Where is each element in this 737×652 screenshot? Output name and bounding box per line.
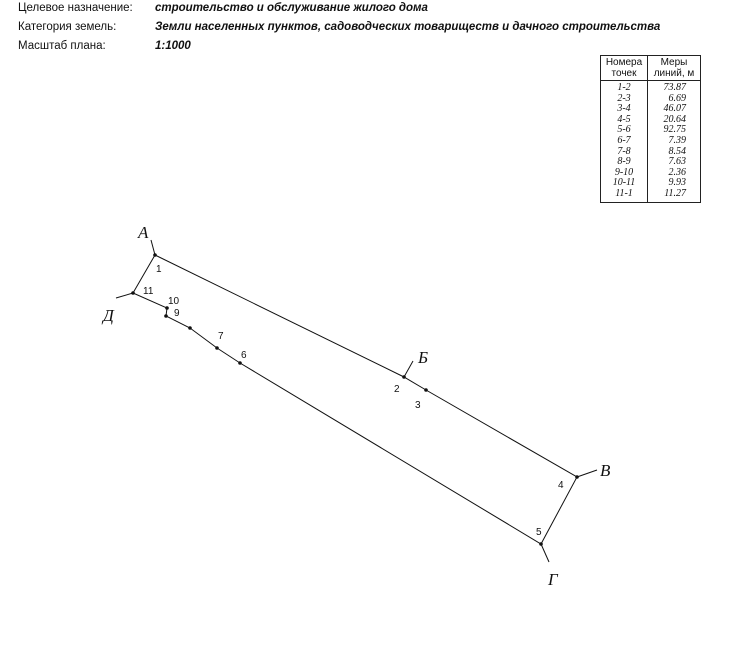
boundary-point-2: [402, 375, 406, 379]
segment-cell: 11-1: [601, 189, 648, 202]
info-label-scale: Масштаб плана:: [18, 40, 106, 52]
corner-label-b: Б: [418, 348, 429, 367]
segment-cell: 4-5: [601, 115, 648, 126]
point-label-2: 2: [394, 384, 400, 395]
segment-cell: 1-2: [601, 81, 648, 94]
length-cell: 9.93: [648, 178, 701, 189]
segment-cell: 6-7: [601, 136, 648, 147]
length-cell: 7.63: [648, 157, 701, 168]
info-label-purpose: Целевое назначение:: [18, 2, 133, 14]
point-label-6: 6: [241, 350, 247, 361]
plot-boundary: [133, 255, 577, 544]
point-label-3: 3: [415, 400, 421, 411]
segment-cell: 10-11: [601, 178, 648, 189]
boundary-point-3: [424, 388, 428, 392]
corner-tick-v: [577, 470, 597, 477]
point-label-4: 4: [558, 480, 564, 491]
point-label-10: 10: [168, 296, 180, 307]
info-value-category: Земли населенных пунктов, садоводческих товариществ и дачного строительства: [155, 21, 661, 33]
point-label-9: 9: [174, 308, 180, 319]
length-cell: 92.75: [648, 125, 701, 136]
segment-cell: 8-9: [601, 157, 648, 168]
info-label-category: Категория земель:: [18, 21, 117, 33]
segment-cell: 7-8: [601, 147, 648, 158]
corner-label-d: Д: [103, 306, 114, 325]
segment-cell: 3-4: [601, 104, 648, 115]
length-cell: 20.64: [648, 115, 701, 126]
boundary-point-9: [164, 314, 168, 318]
point-label-7: 7: [218, 331, 224, 342]
boundary-point-6: [238, 361, 242, 365]
length-cell: 2.36: [648, 168, 701, 179]
length-cell: 73.87: [648, 81, 701, 94]
corner-tick-d: [116, 293, 133, 298]
boundary-point-8: [188, 326, 192, 330]
info-value-scale: 1:1000: [155, 40, 191, 52]
corner-label-v: В: [600, 461, 611, 480]
segment-cell: 9-10: [601, 168, 648, 179]
boundary-point-7: [215, 346, 219, 350]
info-value-purpose: строительство и обслуживание жилого дома: [155, 2, 428, 14]
length-cell: 7.39: [648, 136, 701, 147]
boundary-point-11: [131, 291, 135, 295]
length-cell: 46.07: [648, 104, 701, 115]
length-cell: 11.27: [648, 189, 701, 202]
corner-tick-a: [151, 240, 155, 255]
boundary-point-1: [153, 253, 157, 257]
point-label-5: 5: [536, 527, 542, 538]
length-cell: 6.69: [648, 94, 701, 105]
header-lengths: Меры линий, м: [648, 56, 701, 81]
point-label-11: 11: [143, 286, 154, 297]
segment-cell: 2-3: [601, 94, 648, 105]
segment-cell: 5-6: [601, 125, 648, 136]
length-cell: 8.54: [648, 147, 701, 158]
corner-label-g: Г: [548, 570, 558, 589]
point-label-1: 1: [156, 264, 162, 275]
boundary-point-5: [539, 542, 543, 546]
corner-tick-g: [541, 544, 549, 562]
boundary-point-4: [575, 475, 579, 479]
corner-label-a: А: [138, 223, 149, 242]
corner-tick-b: [404, 361, 413, 377]
header-points: Номера точек: [601, 56, 648, 81]
